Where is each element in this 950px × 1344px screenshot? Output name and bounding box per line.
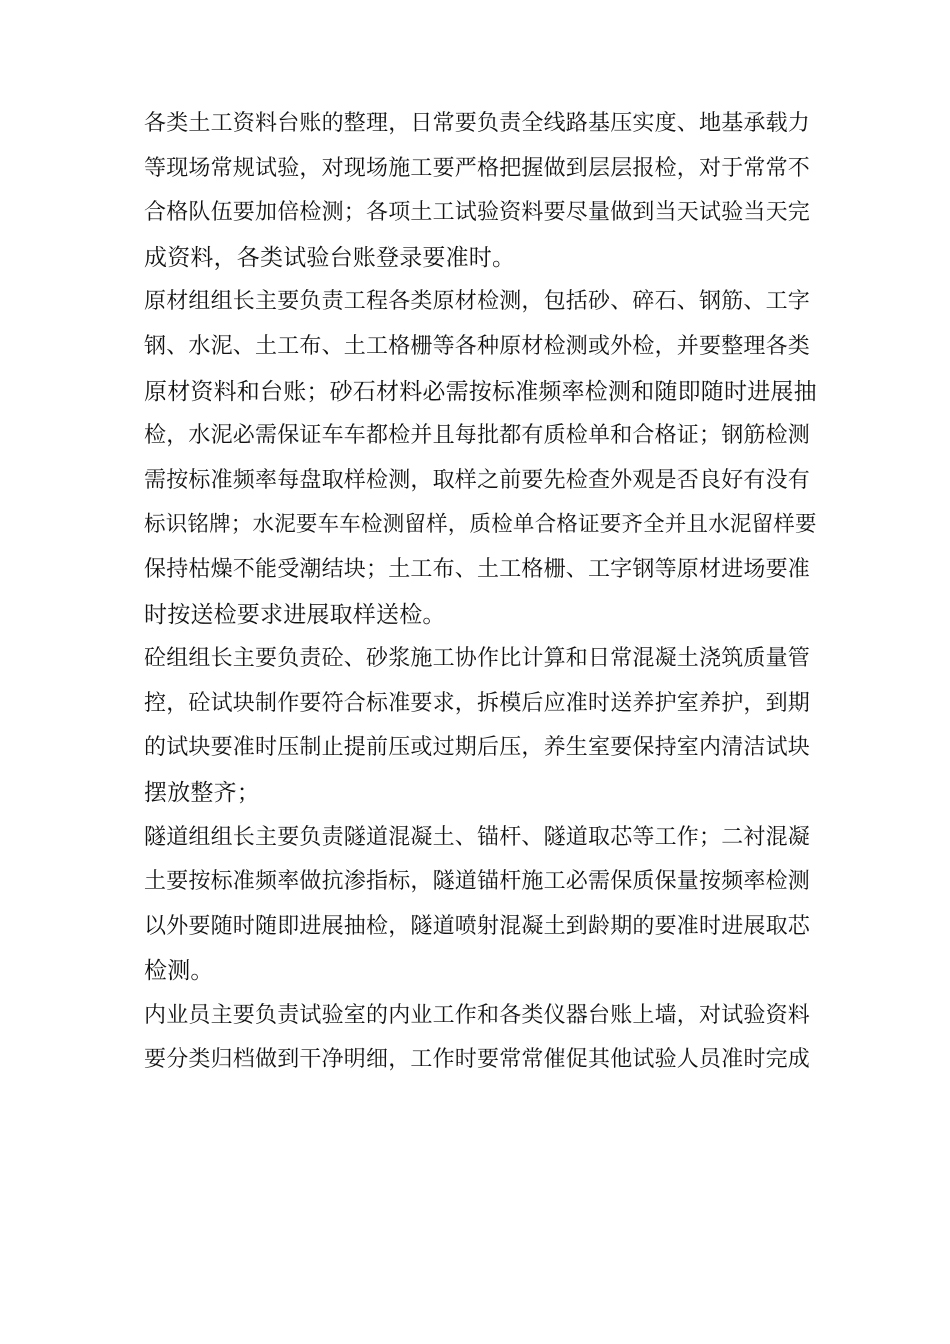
text-line: 等现场常规试验，对现场施工要严格把握做到层层报检，对于常常不: [144, 155, 811, 181]
text-line: 隧道组组长主要负责隧道混凝土、锚杆、隧道取芯等工作；二衬混凝: [144, 824, 811, 850]
text-line: 成资料，各类试验台账登录要准时。: [144, 244, 516, 271]
text-line: 检测。: [144, 958, 214, 985]
text-line: 需按标准频率每盘取样检测，取样之前要先检查外观是否良好有没有: [144, 467, 811, 493]
text-line: 钢、水泥、土工布、土工格栅等各种原材检测或外检，并要整理各类: [144, 333, 811, 359]
text-line: 检，水泥必需保证车车都检并且每批都有质检单和合格证；钢筋检测: [144, 423, 811, 449]
text-line: 各类土工资料台账的整理，日常要负责全线路基压实度、地基承载力: [144, 111, 811, 136]
text-line: 保持枯燥不能受潮结块；土工布、土工格栅、工字钢等原材进场要准: [144, 556, 811, 582]
text-line: 控，砼试块制作要符合标准要求，拆模后应准时送养护室养护，到期: [144, 690, 811, 716]
text-line: 时按送检要求进展取样送检。: [144, 601, 446, 628]
text-line: 标识铭牌；水泥要车车检测留样，质检单合格证要齐全并且水泥留样要: [144, 512, 817, 538]
text-line: 原材资料和台账；砂石材料必需按标准频率检测和随即随时进展抽: [144, 378, 817, 405]
text-line: 内业员主要负责试验室的内业工作和各类仪器台账上墙，对试验资料: [144, 1002, 811, 1028]
text-line: 土要按标准频率做抗渗指标，隧道锚杆施工必需保质保量按频率检测: [144, 869, 811, 895]
text-line: 合格队伍要加倍检测；各项土工试验资料要尽量做到当天试验当天完: [144, 200, 811, 226]
text-line: 以外要随时随即进展抽检，隧道喷射混凝土到龄期的要准时进展取芯: [144, 913, 811, 939]
text-line: 摆放整齐；: [144, 779, 260, 806]
text-line: 砼组组长主要负责砼、砂浆施工协作比计算和日常混凝土浇筑质量管: [144, 646, 811, 672]
text-line: 要分类归档做到干净明细，工作时要常常催促其他试验人员准时完成: [144, 1047, 811, 1073]
text-line: 原材组组长主要负责工程各类原材检测，包括砂、碎石、钢筋、工字: [144, 289, 811, 315]
document-body: [144, 102, 820, 1083]
text-line: 的试块要准时压制止提前压或过期后压，养生室要保持室内清洁试块: [144, 735, 811, 761]
